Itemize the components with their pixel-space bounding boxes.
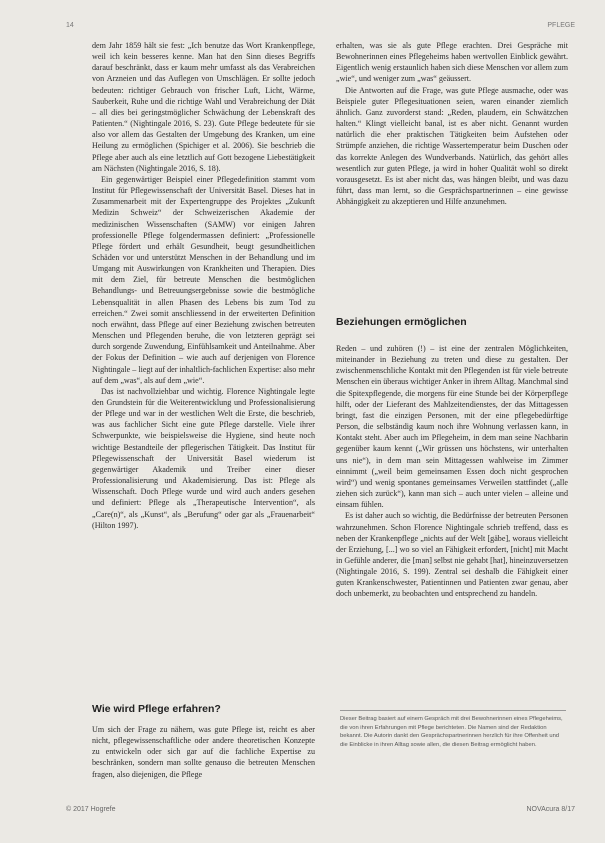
paragraph: dem Jahr 1859 hält sie fest: „Ich benutze das Wort Krankenpflege, weil ich kein besseres kenne. Man hat den Sinn dieses Begriffs darauf beschränkt, dass er kaum mehr umfasst als das Verabreichen von Arzneien und das Auflegen von Umschlägen. Er sollte jedoch bedeuten: richtiger Gebrauch von frischer Luft, Licht, Wärme, Sauberkeit, Ruhe und die richtige Wahl und Verabreichung der Diät – all dies bei geringstmöglicher Schwächung der Lebenskraft des Patienten.“ (Nightingale 2016, S. 23). Gute Pflege bedeutete für sie also vor allem das Gestalten der Umgebung des Kranken, um eine Heilung zu ermöglichen (Spichiger et al. 2006). Sie beschrieb die Pflege aber auch als eine letztlich auf Gott bezogene Liebestätigkeit am Nächsten (Nightingale 2016, S. 18). bbox=[92, 41, 315, 173]
footnote-box: Dieser Beitrag basiert auf einem Gespräch mit drei Bewohnerinnen eines Pflegeheims, die von ihren Erfahrungen mit Pflege berichteten. Die Namen sind der Redaktion bekannt. Die Autorin dankt den Gesprächspartnerinnen herzlich für ihre Offenheit und die Einblicke in ihren Alltag sowie allen, die diesen Beitrag ermöglicht haben. bbox=[340, 710, 566, 749]
page-footer bbox=[66, 806, 575, 813]
right-column-continued bbox=[336, 343, 568, 600]
right-column bbox=[336, 40, 568, 207]
page-header bbox=[66, 22, 575, 36]
left-column-continued bbox=[92, 724, 315, 780]
page-number: 14 bbox=[66, 22, 74, 29]
paragraph: Ein gegenwärtiger Beispiel einer Pflegedefinition stammt vom Institut für Pflegewissenschaft der Universität Basel. Dieses hat in Zusammenarbeit mit der Expertengruppe des Projektes „Zukunft Medizin Schweiz“ der Schweizerischen Akademie der medizinischen Wissenschaften (SAMW) vor einigen Jahren professionelle Pflege folgendermassen definiert: „Professionelle Pflege fördert und erhält Gesundheit, beugt gesundheitlichen Schäden vor und unterstützt Menschen in der Behandlung und im Umgang mit Auswirkungen von Krankheiten und Therapien. Dies mit dem Ziel, für betreute Menschen die bestmöglichen Behandlungs- und Betreuungsergebnisse sowie die bestmögliche Lebensqualität in allen Phasen des Lebens bis zum Tod zu erreichen.“ Zwei somit anschliessend in der erweiterten Definition noch erwähnt, dass Pflege auf einer Beziehung zwischen betreuten Menschen und Pflegenden beruhe, die von letzteren geprägt sei durch sorgende Zuwendung, Einfühlsamkeit und Anteilnahme. Aber der Fokus der Definition – wie auch auf derjenigen von Florence Nightingale – liegt auf der inhaltlich-fachlichen Expertise: also mehr auf dem „was“, als auf dem „wie“. bbox=[92, 174, 315, 385]
paragraph: Um sich der Frage zu nähern, was gute Pflege ist, reicht es aber nicht, pflegewissenschaftliche oder andere theoretischen Konzepte zu entwickeln oder sich gar auf die fachliche Expertise zu beschränken, sondern man sollte genauso die betreuten Menschen fragen, also diejenigen, die Pflege bbox=[92, 725, 315, 779]
section-heading-left: Wie wird Pflege erfahren? bbox=[92, 703, 221, 715]
paragraph: Das ist nachvollziehbar und wichtig. Florence Nightingale legte den Grundstein für die Weiterentwicklung und Professionalisierung der Pflege und war in der westlichen Welt die Erste, die beschrieb, was aus fachlicher Sicht eine gute Pflege darstelle. Viele ihrer Schwerpunkte, wie beispielsweise die Hygiene, sind heute noch wichtige Bestandteile der pflegerischen Tätigkeit. Das Institut für Pflegewissenschaft der Universität Basel wiederum ist gegenwärtiger Akademik und Treiber einer dieser Professionalisierung und Akademisierung. Das ist: Pflege als Wissenschaft. Doch Pflege wurde und wird auch anders gesehen und definiert: Pflege als „Therapeutische Intervention“, als „Care(n)“, als „Kunst“, als „Berufung“ oder gar als „Frauenarbeit“ (Hilton 1997). bbox=[92, 386, 315, 530]
copyright: © 2017 Hogrefe bbox=[66, 806, 116, 813]
section-label: PFLEGE bbox=[547, 22, 575, 29]
paragraph: Die Antworten auf die Frage, was gute Pflege ausmache, oder was Beispiele guter Pflegesituationen seien, waren einander ziemlich ähnlich. Ganz zuvorderst stand: „Reden, plaudern, ein Schwätzchen halten.“ Klingt vielleicht banal, ist es aber nicht. Genannt wurden natürlich die eher praktischen Tätigkeiten beim Aufstehen oder Strümpfe anziehen, die richtige Wassertemperatur beim Duschen oder das korrekte Anlegen des Wundverbands. Natürlich, das gehört alles wesentlich zur guten Pflege, ja wird in hoher Qualität wohl so direkt vorausgesetzt. Es ist aber nicht das, was hängen bleibt, und was dazu führt, dass man lernt, so die Gesprächspartnerinnen – eine gewisse Abhängigkeit zu akzeptieren und Hilfe anzunehmen. bbox=[336, 85, 568, 207]
left-column bbox=[92, 40, 315, 531]
paragraph: erhalten, was sie als gute Pflege erachten. Drei Gespräche mit Bewohnerinnen eines Pflegeheims haben wertvollen Einblick gewährt. Eigentlich wenig erstaunlich haben sich diese Menschen vor allem zum „wie“, und weniger zum „was“ geäussert. bbox=[336, 41, 568, 84]
paragraph: Es ist daher auch so wichtig, die Bedürfnisse der betreuten Personen wahrzunehmen. Schon Florence Nightingale schrieb treffend, dass es neben der Krankenpflege „nichts auf der Welt [gäbe], woraus vielleicht der Erziehung, [...] wo so viel an Fähigkeit erfordert, [nicht] mit Macht in Gefühle anderer, die [man] selbst nie gehabt [hat], hineinzuversetzen (Nightingale 2016, S. 199). Zentral sei deshalb die Fähigkeit einer guten Krankenschwester, Patientinnen und Patienten zwar genau, aber doch unbemerkt, zu beobachten und entsprechend zu handeln. bbox=[336, 511, 568, 599]
section-heading-right: Beziehungen ermöglichen bbox=[336, 316, 467, 328]
paragraph: Reden – und zuhören (!) – ist eine der zentralen Möglichkeiten, miteinander in Beziehung zu treten und diese zu gestalten. Der zwischenmenschliche Kontakt mit den Pflegenden ist für viele betreute Menschen ein überaus wichtiger Anker in ihrem Alltag. Manchmal sind die Spitexpflegende, die morgens für eine Stunde bei der Körperpflege hilft, oder der Lieferant des Mahlzeitendienstes, der das Mittagessen bringt, fast die einzigen Personen, mit der eine pflegebedürftige Person, die selbständig kaum noch ihre Wohnung verlassen kann, in Kontakt steht. Aber auch im Pflegeheim, in dem man seine Nachbarin gegenüber kaum kennt („Wir grüssen uns höchstens, wir unterhalten uns nie“), in dem man sein Mittagessen wahlweise im Zimmer einnimmt („weil beim gemeinsamen Essen doch nicht gesprochen wird“) und wenig spontanes gemeinsames Verweilen stattfindet („alle ziehen sich zurück“), kann man sich – auch unter vielen – alleine und einsam fühlen. bbox=[336, 344, 568, 510]
journal-issue: NOVAcura 8/17 bbox=[526, 806, 575, 813]
